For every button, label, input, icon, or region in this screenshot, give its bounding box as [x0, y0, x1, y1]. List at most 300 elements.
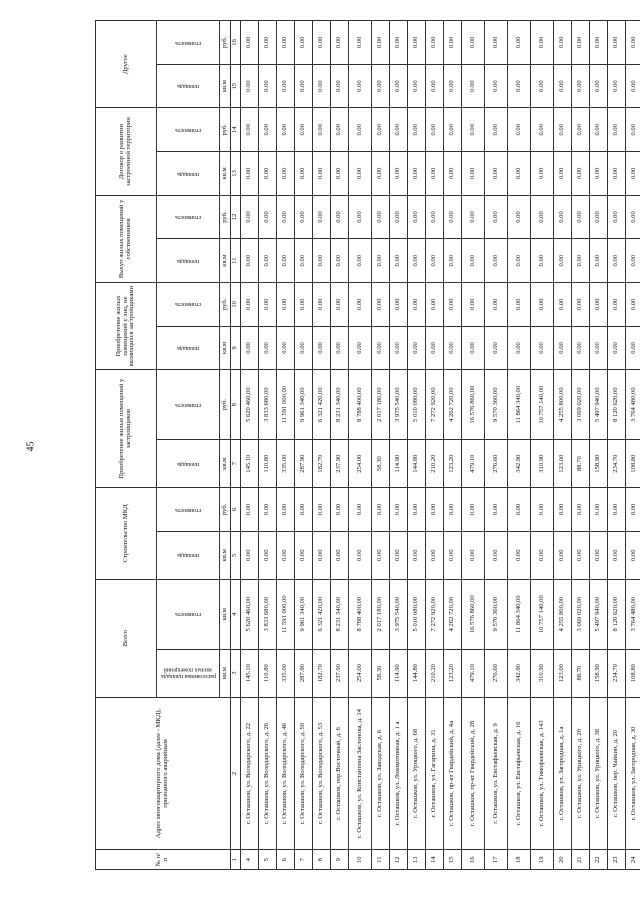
agreement-area: 0.00 — [313, 152, 331, 196]
row-address: г. Осташков, ул. Урицкого, д. 38 — [590, 697, 608, 850]
total-cost: 5 010 080,00 — [408, 579, 426, 649]
row-address: г. Осташков, ул. Загородная, д. 30 — [626, 697, 640, 850]
buyout-area: 0.00 — [331, 239, 349, 283]
developer-cost: 6 321 420,00 — [313, 370, 331, 440]
other-area: 0.00 — [313, 64, 331, 108]
subheader-area: площадь — [157, 239, 220, 283]
subheader-cost: стоимость — [157, 488, 220, 532]
row-number: 22 — [590, 850, 608, 870]
other-area: 0.00 — [508, 64, 531, 108]
non-developer-cost: 0.00 — [408, 282, 426, 326]
total-cost: 8 120 620,00 — [608, 579, 626, 649]
row-address: г. Осташков, ул. Володарского, д. 26 — [259, 697, 277, 850]
total-area: 158.90 — [590, 649, 608, 697]
agreement-cost: 0.00 — [372, 108, 390, 152]
total-cost: 8 231 340,00 — [331, 579, 349, 649]
developer-area: 310.90 — [531, 440, 554, 488]
mkd-area: 0.00 — [372, 531, 390, 579]
non-developer-cost: 0.00 — [390, 282, 408, 326]
mkd-cost: 0.00 — [626, 488, 640, 532]
non-developer-area: 0.00 — [462, 326, 485, 370]
unit-rub: руб. — [220, 282, 231, 326]
developer-cost: 8 231 340,00 — [331, 370, 349, 440]
non-developer-cost: 0.00 — [444, 282, 462, 326]
buyout-cost: 0.00 — [508, 195, 531, 239]
other-cost: 0.00 — [426, 21, 444, 65]
row-number: 9 — [331, 850, 349, 870]
table-row — [572, 21, 590, 870]
developer-cost: 5 620 460,00 — [241, 370, 259, 440]
agreement-cost: 0.00 — [259, 108, 277, 152]
total-area: 276.60 — [485, 649, 508, 697]
total-cost: 8 788 400,00 — [349, 579, 372, 649]
mkd-cost: 0.00 — [444, 488, 462, 532]
other-cost: 0.00 — [295, 21, 313, 65]
table-row — [508, 21, 531, 870]
other-cost: 0.00 — [572, 21, 590, 65]
non-developer-cost: 0.00 — [531, 282, 554, 326]
column-number: 2 — [231, 697, 241, 850]
non-developer-area: 0.00 — [426, 326, 444, 370]
header-address: Адрес многоквартирного дома (далее - МКД), признанного аварийным — [96, 697, 231, 850]
developer-area: 158.90 — [590, 440, 608, 488]
other-area: 0.00 — [590, 64, 608, 108]
buyout-area: 0.00 — [462, 239, 485, 283]
total-area: 210.20 — [426, 649, 444, 697]
buyout-cost: 0.00 — [590, 195, 608, 239]
table-row — [462, 21, 485, 870]
non-developer-area: 0.00 — [259, 326, 277, 370]
mkd-cost: 0.00 — [259, 488, 277, 532]
unit-sqm: кв.м — [220, 326, 231, 370]
non-developer-cost: 0.00 — [485, 282, 508, 326]
agreement-cost: 0.00 — [408, 108, 426, 152]
total-area: 342.90 — [508, 649, 531, 697]
row-address: г. Осташков, ул. Заводская, д. 6 — [372, 697, 390, 850]
non-developer-area: 0.00 — [408, 326, 426, 370]
developer-cost: 8 120 620,00 — [608, 370, 626, 440]
developer-cost: 4 262 720,00 — [444, 370, 462, 440]
table-row — [608, 21, 626, 870]
non-developer-area: 0.00 — [313, 326, 331, 370]
agreement-area: 0.00 — [485, 152, 508, 196]
developer-area: 123.00 — [554, 440, 572, 488]
total-area: 310.90 — [531, 649, 554, 697]
buyout-cost: 0.00 — [554, 195, 572, 239]
mkd-area: 0.00 — [508, 531, 531, 579]
non-developer-cost: 0.00 — [462, 282, 485, 326]
developer-area: 182.70 — [313, 440, 331, 488]
row-address: г. Осташков, пер.Восточный, д. 6 — [331, 697, 349, 850]
developer-area: 110.80 — [259, 440, 277, 488]
other-area: 0.00 — [426, 64, 444, 108]
non-developer-cost: 0.00 — [426, 282, 444, 326]
table-row — [444, 21, 462, 870]
non-developer-cost: 0.00 — [608, 282, 626, 326]
total-area: 123.00 — [554, 649, 572, 697]
table-row — [277, 21, 295, 870]
subheader-area: площадь — [157, 326, 220, 370]
agreement-area: 0.00 — [608, 152, 626, 196]
table-row — [259, 21, 277, 870]
row-number: 11 — [372, 850, 390, 870]
developer-cost: 3 975 540,00 — [390, 370, 408, 440]
subheader-cost: стоимость — [157, 108, 220, 152]
subheader-cost: стоимость — [157, 579, 220, 649]
header-number: № п/п — [96, 850, 231, 870]
total-area: 335.00 — [277, 649, 295, 697]
developer-area: 479.10 — [462, 440, 485, 488]
row-number: 20 — [554, 850, 572, 870]
total-area: 145.10 — [241, 649, 259, 697]
non-developer-cost: 0.00 — [259, 282, 277, 326]
other-area: 0.00 — [349, 64, 372, 108]
agreement-cost: 0.00 — [531, 108, 554, 152]
mkd-cost: 0.00 — [331, 488, 349, 532]
column-number: 14 — [231, 108, 241, 152]
non-developer-area: 0.00 — [372, 326, 390, 370]
row-address: г. Осташков, ул. Евстафьевская, д. 16 — [508, 697, 531, 850]
unit-sqm: кв.м — [220, 152, 231, 196]
total-area: 110.80 — [259, 649, 277, 697]
agreement-cost: 0.00 — [626, 108, 640, 152]
total-area: 287.90 — [295, 649, 313, 697]
buyout-area: 0.00 — [508, 239, 531, 283]
unit-rub: руб. — [220, 195, 231, 239]
developer-area: 114.90 — [390, 440, 408, 488]
mkd-cost: 0.00 — [295, 488, 313, 532]
non-developer-area: 0.00 — [331, 326, 349, 370]
other-cost: 0.00 — [277, 21, 295, 65]
unit-sqm: кв.м — [220, 531, 231, 579]
total-cost: 9 570 360,00 — [485, 579, 508, 649]
agreement-cost: 0.00 — [462, 108, 485, 152]
buyout-cost: 0.00 — [626, 195, 640, 239]
agreement-cost: 0.00 — [313, 108, 331, 152]
table-row — [313, 21, 331, 870]
column-number: 15 — [231, 64, 241, 108]
header-group-development-agreement: Договор о развитии застроенной территории — [96, 108, 157, 195]
mkd-cost: 0.00 — [554, 488, 572, 532]
buyout-cost: 0.00 — [426, 195, 444, 239]
mkd-area: 0.00 — [390, 531, 408, 579]
buyout-area: 0.00 — [259, 239, 277, 283]
non-developer-cost: 0.00 — [626, 282, 640, 326]
agreement-area: 0.00 — [626, 152, 640, 196]
buyout-cost: 0.00 — [408, 195, 426, 239]
developer-area: 287.90 — [295, 440, 313, 488]
row-number: 8 — [313, 850, 331, 870]
row-number: 13 — [408, 850, 426, 870]
mkd-area: 0.00 — [572, 531, 590, 579]
other-area: 0.00 — [295, 64, 313, 108]
buyout-area: 0.00 — [626, 239, 640, 283]
total-area: 479.10 — [462, 649, 485, 697]
total-area: 108.80 — [626, 649, 640, 697]
buyout-area: 0.00 — [590, 239, 608, 283]
mkd-cost: 0.00 — [277, 488, 295, 532]
subheader-cost: стоимость — [157, 370, 220, 440]
other-area: 0.00 — [608, 64, 626, 108]
mkd-area: 0.00 — [531, 531, 554, 579]
other-area: 0.00 — [572, 64, 590, 108]
column-number: 1 — [231, 850, 241, 870]
total-area: 182.70 — [313, 649, 331, 697]
agreement-area: 0.00 — [349, 152, 372, 196]
row-address: г. Осташков, ул. Володарского, д. 22 — [241, 697, 259, 850]
total-area: 237.90 — [331, 649, 349, 697]
column-number: 11 — [231, 239, 241, 283]
mkd-area: 0.00 — [462, 531, 485, 579]
agreement-cost: 0.00 — [485, 108, 508, 152]
row-number: 18 — [508, 850, 531, 870]
non-developer-area: 0.00 — [608, 326, 626, 370]
non-developer-cost: 0.00 — [508, 282, 531, 326]
row-number: 23 — [608, 850, 626, 870]
table-row — [531, 21, 554, 870]
other-cost: 0.00 — [554, 21, 572, 65]
non-developer-area: 0.00 — [485, 326, 508, 370]
non-developer-cost: 0.00 — [295, 282, 313, 326]
mkd-cost: 0.00 — [608, 488, 626, 532]
other-cost: 0.00 — [531, 21, 554, 65]
row-address: г. Осташков, ул. Урицкого, д. 20 — [572, 697, 590, 850]
buyout-area: 0.00 — [295, 239, 313, 283]
mkd-area: 0.00 — [349, 531, 372, 579]
other-cost: 0.00 — [241, 21, 259, 65]
non-developer-area: 0.00 — [277, 326, 295, 370]
developer-area: 58.30 — [372, 440, 390, 488]
buyout-cost: 0.00 — [390, 195, 408, 239]
mkd-area: 0.00 — [313, 531, 331, 579]
total-cost: 4 255 800,00 — [554, 579, 572, 649]
buyout-area: 0.00 — [608, 239, 626, 283]
buyout-cost: 0.00 — [349, 195, 372, 239]
developer-cost: 10 757 140,00 — [531, 370, 554, 440]
developer-area: 144.80 — [408, 440, 426, 488]
agreement-cost: 0.00 — [554, 108, 572, 152]
total-cost: 3 975 540,00 — [390, 579, 408, 649]
row-address: г. Осташков, пер. Чайкин, д. 20 — [608, 697, 626, 850]
agreement-cost: 0.00 — [331, 108, 349, 152]
developer-area: 145.10 — [241, 440, 259, 488]
agreement-area: 0.00 — [295, 152, 313, 196]
subheader-area: площадь — [157, 440, 220, 488]
non-developer-cost: 0.00 — [372, 282, 390, 326]
total-cost: 5 620 460,00 — [241, 579, 259, 649]
row-address: г. Осташков, ул. Тимофеевская, д. 143 — [531, 697, 554, 850]
column-number: 9 — [231, 326, 241, 370]
other-area: 0.00 — [331, 64, 349, 108]
table-row — [590, 21, 608, 870]
header-group-buyout: Выкуп жилых помещений у собственников — [96, 195, 157, 282]
row-number: 16 — [462, 850, 485, 870]
column-number: 8 — [231, 370, 241, 440]
other-area: 0.00 — [241, 64, 259, 108]
total-cost: 16 576 860,00 — [462, 579, 485, 649]
agreement-area: 0.00 — [590, 152, 608, 196]
total-cost: 5 497 940,00 — [590, 579, 608, 649]
total-area: 114.90 — [390, 649, 408, 697]
mkd-cost: 0.00 — [313, 488, 331, 532]
resettlement-table — [95, 20, 640, 870]
developer-cost: 9 570 360,00 — [485, 370, 508, 440]
buyout-cost: 0.00 — [331, 195, 349, 239]
subheader-cost: стоимость — [157, 195, 220, 239]
buyout-cost: 0.00 — [372, 195, 390, 239]
column-number: 12 — [231, 195, 241, 239]
non-developer-cost: 0.00 — [241, 282, 259, 326]
buyout-area: 0.00 — [372, 239, 390, 283]
unit-rub: руб. — [220, 488, 231, 532]
header-group-other: Другое — [96, 21, 157, 108]
row-number: 7 — [295, 850, 313, 870]
row-address: г. Осташков, ул. Локомотивная, д. 1 а — [390, 697, 408, 850]
mkd-area: 0.00 — [590, 531, 608, 579]
header-group-non-developer: Приобретение жилых помещений у лиц, не являющихся застройщиками — [96, 282, 157, 369]
row-number: 4 — [241, 850, 259, 870]
mkd-area: 0.00 — [408, 531, 426, 579]
non-developer-area: 0.00 — [444, 326, 462, 370]
buyout-area: 0.00 — [485, 239, 508, 283]
row-address: г. Осташков, пр-кт Гвардейский, д. 28 — [462, 697, 485, 850]
other-cost: 0.00 — [508, 21, 531, 65]
table-row — [295, 21, 313, 870]
page-number: 45 — [25, 441, 37, 452]
buyout-area: 0.00 — [349, 239, 372, 283]
total-cost: 3 833 680,00 — [259, 579, 277, 649]
mkd-area: 0.00 — [259, 531, 277, 579]
other-area: 0.00 — [390, 64, 408, 108]
non-developer-cost: 0.00 — [572, 282, 590, 326]
buyout-area: 0.00 — [408, 239, 426, 283]
non-developer-cost: 0.00 — [554, 282, 572, 326]
developer-area: 237.90 — [331, 440, 349, 488]
developer-cost: 11 864 340,00 — [508, 370, 531, 440]
non-developer-cost: 0.00 — [349, 282, 372, 326]
unit-sqm: кв.м — [220, 440, 231, 488]
mkd-cost: 0.00 — [531, 488, 554, 532]
total-area: 254.00 — [349, 649, 372, 697]
total-area: 88.70 — [572, 649, 590, 697]
other-cost: 0.00 — [485, 21, 508, 65]
row-number: 15 — [444, 850, 462, 870]
developer-cost: 9 961 340,00 — [295, 370, 313, 440]
other-cost: 0.00 — [626, 21, 640, 65]
rotated-table-container — [95, 20, 638, 870]
buyout-area: 0.00 — [531, 239, 554, 283]
unit-sqm: кв.м — [220, 239, 231, 283]
total-area: 144.80 — [408, 649, 426, 697]
developer-area: 254.00 — [349, 440, 372, 488]
table-row — [331, 21, 349, 870]
buyout-cost: 0.00 — [462, 195, 485, 239]
developer-area: 210.20 — [426, 440, 444, 488]
mkd-area: 0.00 — [444, 531, 462, 579]
other-cost: 0.00 — [259, 21, 277, 65]
agreement-area: 0.00 — [572, 152, 590, 196]
buyout-cost: 0.00 — [259, 195, 277, 239]
buyout-area: 0.00 — [426, 239, 444, 283]
non-developer-area: 0.00 — [554, 326, 572, 370]
agreement-cost: 0.00 — [241, 108, 259, 152]
other-area: 0.00 — [277, 64, 295, 108]
column-number: 6 — [231, 488, 241, 532]
agreement-area: 0.00 — [462, 152, 485, 196]
non-developer-area: 0.00 — [590, 326, 608, 370]
agreement-area: 0.00 — [426, 152, 444, 196]
developer-cost: 5 010 080,00 — [408, 370, 426, 440]
mkd-area: 0.00 — [485, 531, 508, 579]
mkd-cost: 0.00 — [485, 488, 508, 532]
mkd-cost: 0.00 — [462, 488, 485, 532]
agreement-cost: 0.00 — [295, 108, 313, 152]
developer-cost: 5 497 940,00 — [590, 370, 608, 440]
agreement-area: 0.00 — [554, 152, 572, 196]
non-developer-area: 0.00 — [390, 326, 408, 370]
table-body — [241, 21, 640, 870]
total-cost: 4 262 720,00 — [444, 579, 462, 649]
agreement-cost: 0.00 — [390, 108, 408, 152]
total-cost: 7 272 920,00 — [426, 579, 444, 649]
other-area: 0.00 — [485, 64, 508, 108]
column-number-row — [231, 21, 241, 870]
mkd-area: 0.00 — [608, 531, 626, 579]
non-developer-area: 0.00 — [241, 326, 259, 370]
mkd-cost: 0.00 — [390, 488, 408, 532]
buyout-cost: 0.00 — [241, 195, 259, 239]
column-number: 16 — [231, 21, 241, 65]
buyout-cost: 0.00 — [531, 195, 554, 239]
developer-area: 88.70 — [572, 440, 590, 488]
developer-cost: 16 576 860,00 — [462, 370, 485, 440]
mkd-cost: 0.00 — [349, 488, 372, 532]
subheader-area: площадь — [157, 64, 220, 108]
developer-area: 123.20 — [444, 440, 462, 488]
mkd-area: 0.00 — [241, 531, 259, 579]
header-group-developer: Приобретение жилых помещений у застройщиков — [96, 370, 157, 488]
row-address: г. Осташков, ул. Володарского, д. 53 — [313, 697, 331, 850]
agreement-area: 0.00 — [241, 152, 259, 196]
agreement-area: 0.00 — [331, 152, 349, 196]
agreement-area: 0.00 — [508, 152, 531, 196]
developer-cost: 8 788 400,00 — [349, 370, 372, 440]
other-cost: 0.00 — [372, 21, 390, 65]
other-area: 0.00 — [531, 64, 554, 108]
agreement-area: 0.00 — [408, 152, 426, 196]
row-address: г. Осташков, ул. Гагарина, д. 31 — [426, 697, 444, 850]
mkd-area: 0.00 — [554, 531, 572, 579]
mkd-cost: 0.00 — [508, 488, 531, 532]
total-cost: 9 961 340,00 — [295, 579, 313, 649]
non-developer-area: 0.00 — [349, 326, 372, 370]
row-address: г. Осташков, ул. Урицкого, д. 68 — [408, 697, 426, 850]
other-cost: 0.00 — [313, 21, 331, 65]
column-number: 7 — [231, 440, 241, 488]
non-developer-area: 0.00 — [626, 326, 640, 370]
row-number: 17 — [485, 850, 508, 870]
non-developer-area: 0.00 — [531, 326, 554, 370]
non-developer-area: 0.00 — [572, 326, 590, 370]
mkd-area: 0.00 — [277, 531, 295, 579]
buyout-cost: 0.00 — [608, 195, 626, 239]
developer-area: 342.90 — [508, 440, 531, 488]
other-cost: 0.00 — [444, 21, 462, 65]
mkd-area: 0.00 — [626, 531, 640, 579]
table-header — [96, 21, 241, 870]
buyout-area: 0.00 — [444, 239, 462, 283]
other-cost: 0.00 — [590, 21, 608, 65]
